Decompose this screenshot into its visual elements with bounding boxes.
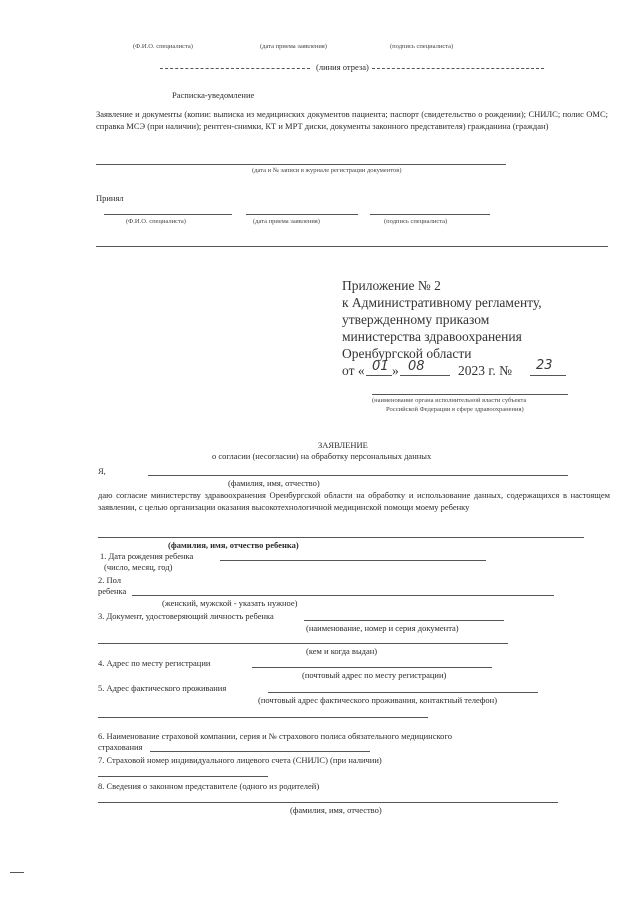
order-month: 08 (408, 359, 425, 374)
order-day-line (366, 375, 392, 376)
order-date-prefix: от « (342, 363, 365, 378)
registration-address-field[interactable] (252, 667, 492, 668)
specialist-signature-caption-2: (подпись специалиста) (384, 218, 448, 225)
insurance-label-2: страхования (98, 742, 143, 752)
birth-date-label: 1. Дата рождения ребенка (100, 551, 194, 561)
section-divider (96, 246, 608, 247)
applicant-name-caption: (фамилия, имя, отчество) (228, 478, 320, 488)
representative-label: 8. Сведения о законном представителе (одного из родителей) (98, 781, 320, 791)
actual-address-label: 5. Адрес фактического проживания (98, 683, 227, 693)
sex-child-label: ребенка (98, 586, 127, 596)
cut-line-left (160, 68, 310, 69)
order-date-separator: » (392, 363, 399, 378)
authority-line (372, 394, 568, 395)
snils-field[interactable] (98, 776, 268, 777)
snils-label: 7. Страховой номер индивидуального лицевого счета (СНИЛС) (при наличии) (98, 755, 382, 765)
appendix-ministry: министерства здравоохранения (342, 329, 522, 344)
actual-address-caption: (почтовый адрес фактического проживания, контактный телефон) (258, 695, 498, 705)
birth-date-caption: (число, месяц, год) (104, 562, 173, 572)
cut-line-label: (линия отреза) (316, 62, 369, 72)
sex-label: 2. Пол (98, 575, 122, 585)
citizen-name-line (96, 164, 506, 165)
sex-caption: (женский, мужской - указать нужное) (162, 598, 298, 608)
appendix-regulation: к Административному регламенту, (342, 295, 542, 310)
accepted-label: Принял (96, 193, 124, 203)
identity-doc-caption: (наименование, номер и серия документа) (306, 623, 459, 633)
insurance-label: 6. Наименование страховой компании, серия и № страхового полиса обязательного медицинского (98, 731, 452, 741)
child-name-caption: (фамилия, имя, отчество ребенка) (168, 540, 299, 550)
journal-record-caption: (дата и № записи в журнале регистрации документов) (252, 167, 402, 174)
specialist-name-line (104, 214, 232, 215)
identity-doc-field[interactable] (304, 620, 504, 621)
order-number-line (530, 375, 566, 376)
signature-line (370, 214, 490, 215)
ya-label: Я, (98, 466, 106, 476)
statement-subtitle: о согласии (несогласии) на обработку персональных данных (212, 451, 432, 461)
identity-issued-caption: (кем и когда выдан) (306, 646, 378, 656)
actual-address-field-2[interactable] (98, 717, 428, 718)
appendix-approved: утвержденному приказом (342, 312, 490, 327)
acceptance-date-caption-2: (дата приема заявления) (253, 218, 320, 225)
applicant-name-field[interactable] (148, 475, 568, 476)
order-number: 23 (536, 358, 553, 373)
appendix-region: Оренбургской области (342, 346, 472, 361)
order-month-line (400, 375, 450, 376)
statement-title: ЗАЯВЛЕНИЕ (318, 440, 368, 450)
birth-date-field[interactable] (220, 560, 486, 561)
identity-doc-label: 3. Документ, удостоверяющий личность ребенка (98, 611, 274, 621)
authority-caption-1: (наименование органа исполнительной власти субъекта (372, 397, 527, 404)
representative-caption: (фамилия, имя, отчество) (290, 805, 382, 815)
sex-field[interactable] (132, 595, 554, 596)
representative-field[interactable] (98, 802, 558, 803)
consent-text: даю согласие министерству здравоохранения Оренбургской области на обработку и использование данных, содержащихся в настоящем заявлении, с целью организации оказания высокотехнологичной медицинской помощи моему ребенку (98, 490, 610, 512)
child-name-field[interactable] (98, 537, 584, 538)
acceptance-date-caption: (дата приема заявления) (260, 43, 327, 50)
acceptance-date-line (246, 214, 358, 215)
receipt-title: Расписка-уведомление (172, 90, 255, 100)
appendix-number: Приложение № 2 (342, 278, 441, 293)
order-day: 01 (372, 359, 389, 374)
identity-issued-field[interactable] (98, 643, 508, 644)
actual-address-field[interactable] (268, 692, 538, 693)
insurance-field[interactable] (150, 751, 370, 752)
specialist-name-caption: (Ф.И.О. специалиста) (133, 43, 193, 50)
receipt-text: Заявление и документы (копии: выписка из медицинских документов пациента; паспорт (свидетельство о рождении); СНИЛС; полис ОМС; справка МСЭ (при наличии); рентген-снимки, КТ и МРТ диски, документы законного представителя) гражданина (граждан) (96, 109, 608, 131)
authority-caption-2: Российской Федерации в сфере здравоохранения) (386, 406, 524, 413)
registration-address-caption: (почтовый адрес по месту регистрации) (302, 670, 447, 680)
specialist-signature-caption: (подпись специалиста) (390, 43, 454, 50)
specialist-name-caption-2: (Ф.И.О. специалиста) (126, 218, 186, 225)
cut-line-right (372, 68, 544, 69)
registration-address-label: 4. Адрес по месту регистрации (98, 658, 211, 668)
order-year: 2023 г. № (458, 363, 513, 378)
page-corner-mark (10, 872, 24, 873)
